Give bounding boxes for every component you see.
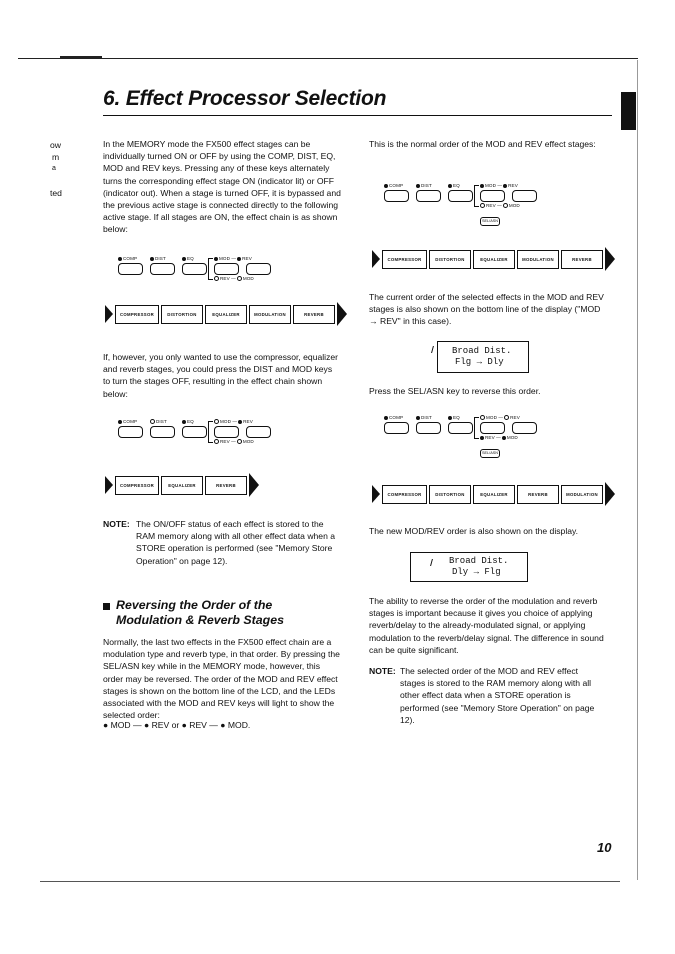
rev-key[interactable]	[512, 190, 537, 202]
mod-led-label: MOD	[486, 415, 498, 420]
chain-stage: EQUALIZER	[161, 476, 203, 495]
dist-key[interactable]	[416, 190, 441, 202]
press-selasn-paragraph: Press the SEL/ASN key to reverse this order.	[369, 386, 541, 396]
dist-led-label: DIST	[155, 256, 166, 261]
chain-stage: MODULATION	[561, 485, 603, 504]
chain-output-arrow-icon	[605, 482, 615, 506]
mod-led-label: MOD	[219, 256, 231, 261]
top-rule-accent	[60, 56, 102, 58]
mod-key[interactable]	[480, 422, 505, 434]
dist-key[interactable]	[416, 422, 441, 434]
dist-led-label: DIST	[421, 415, 432, 420]
note-text: The ON/OFF status of each effect is stored to the RAM memory along with all other effect data when a STORE operation is performed (see "Memory Store Operation" on page 12).	[136, 519, 336, 566]
chain-stage: DISTORTION	[429, 485, 471, 504]
mod-led-label: MOD	[220, 419, 232, 424]
note-text: The selected order of the MOD and REV effect stages is stored to the RAM memory along with all other effect data when a STORE operation is performed (see "Memory Store Operation" on page 12).	[400, 666, 595, 725]
chain-input-arrow-icon	[105, 476, 113, 494]
lcd-cursor-icon	[431, 346, 434, 353]
rev-led-label: REV	[510, 415, 520, 420]
comp-led-label: COMP	[123, 256, 138, 261]
section-bullet-icon	[103, 603, 110, 610]
mod-led-label: MOD	[242, 439, 254, 444]
rev-led-label: REV	[242, 256, 252, 261]
chain-output-arrow-icon	[337, 302, 347, 326]
mod-led-label: MOD	[485, 183, 497, 188]
comp-key[interactable]	[384, 422, 409, 434]
chain-stage: REVERB	[561, 250, 603, 269]
comp-key[interactable]	[384, 190, 409, 202]
lcd-line-1: Broad Dist.	[449, 556, 509, 566]
comp-key[interactable]	[118, 426, 143, 438]
effect-chain-partial	[105, 473, 259, 497]
mod-led-label: MOD	[508, 203, 520, 208]
chain-stage: COMPRESSOR	[115, 476, 159, 495]
current-order-paragraph: The current order of the selected effects in the MOD and REV stages is also shown on the bottom line of the display ("MOD → REV" in this case).	[369, 292, 604, 327]
lcd-display-reversed	[410, 552, 528, 582]
key-panel-all-on: COMP DIST EQ MOD — REV REV — MOD	[118, 256, 278, 290]
led-bracket	[474, 185, 479, 207]
rev-led-label: REV	[485, 435, 495, 440]
eq-key[interactable]	[448, 190, 473, 202]
note-label: NOTE:	[103, 519, 130, 529]
chain-stage: DISTORTION	[161, 305, 203, 324]
chain-stage: REVERB	[293, 305, 335, 324]
lcd-cursor-icon	[430, 559, 433, 566]
eq-led-label: EQ	[453, 415, 460, 420]
chain-stage: REVERB	[517, 485, 559, 504]
margin-fragment: ow	[50, 140, 61, 150]
chain-stage: COMPRESSOR	[382, 250, 427, 269]
rev-led-label: REV	[220, 276, 230, 281]
lcd-line-2: Dly → Flg	[452, 567, 501, 577]
margin-fragment: m	[52, 152, 60, 162]
eq-key[interactable]	[448, 422, 473, 434]
partial-chain-paragraph: If, however, you only wanted to use the compressor, equalizer and reverb stages, you could press the DIST and MOD keys to turn the stages OFF, resulting in the effect chain shown below:	[103, 352, 339, 399]
lcd-line-2: Flg → Dly	[455, 357, 504, 367]
chain-stage: EQUALIZER	[473, 250, 515, 269]
section-heading-line-2: Modulation & Reverb Stages	[116, 613, 284, 627]
note-label: NOTE:	[369, 666, 396, 676]
margin-fragment: ted	[50, 188, 62, 198]
rev-key[interactable]	[512, 422, 537, 434]
sel-asn-key[interactable]: SEL/ASN	[480, 217, 500, 226]
margin-fragment: a	[52, 165, 56, 172]
chain-stage: REVERB	[205, 476, 247, 495]
rev-key[interactable]	[246, 426, 271, 438]
section-heading-line-1: Reversing the Order of the	[116, 598, 273, 612]
eq-key[interactable]	[182, 426, 207, 438]
led-order-line: ● MOD — ● REV or ● REV — ● MOD.	[103, 720, 251, 730]
rev-led-label: REV	[220, 439, 230, 444]
led-bracket	[474, 417, 479, 439]
lcd-display-normal	[437, 341, 529, 373]
key-panel-reversed-order: COMP DIST EQ MOD — REV REV — MOD SEL/ASN	[384, 415, 544, 463]
top-rule	[18, 58, 638, 59]
sel-asn-key[interactable]: SEL/ASN	[480, 449, 500, 458]
page-title: 6. Effect Processor Selection	[103, 87, 387, 110]
dist-led-label: DIST	[156, 419, 167, 424]
eq-led-label: EQ	[187, 256, 194, 261]
chain-input-arrow-icon	[372, 250, 380, 268]
title-rule	[103, 115, 612, 116]
reverse-order-paragraph: Normally, the last two effects in the FX500 effect chain are a modulation type and reverb type, in that order. By pressing the SEL/ASN key while in the MEMORY mode, however, this order may be reversed. The order of the MOD and REV effect stages is shown on the bottom line of the LCD, and the LEDs associated with the MOD and REV keys will light to show the selected order:	[103, 637, 340, 721]
chain-stage: EQUALIZER	[473, 485, 515, 504]
rev-led-label: REV	[486, 203, 496, 208]
rev-led-label: REV	[508, 183, 518, 188]
chain-stage: COMPRESSOR	[382, 485, 427, 504]
mod-led-label: MOD	[242, 276, 254, 281]
lcd-line-1: Broad Dist.	[452, 346, 512, 356]
chain-stage: COMPRESSOR	[115, 305, 159, 324]
eq-key[interactable]	[182, 263, 207, 275]
chain-input-arrow-icon	[372, 485, 380, 503]
mod-key[interactable]	[214, 426, 239, 438]
comp-led-label: COMP	[389, 415, 404, 420]
mod-key[interactable]	[480, 190, 505, 202]
dist-led-label: DIST	[421, 183, 432, 188]
new-order-paragraph: The new MOD/REV order is also shown on the display.	[369, 526, 579, 536]
led-bracket	[208, 258, 213, 280]
importance-paragraph: The ability to reverse the order of the modulation and reverb stages is important because it gives you choice of applying reverb/delay to the already-modulated signal, or applying modulation to the reverb/delay signal. The difference in sound can be quite significant.	[369, 596, 604, 655]
chain-output-arrow-icon	[249, 473, 259, 497]
effect-chain-reversed	[372, 482, 615, 506]
chain-stage: DISTORTION	[429, 250, 471, 269]
eq-led-label: EQ	[187, 419, 194, 424]
rev-led-label: REV	[243, 419, 253, 424]
chain-stage: MODULATION	[517, 250, 559, 269]
comp-led-label: COMP	[123, 419, 138, 424]
chain-stage: EQUALIZER	[205, 305, 247, 324]
mod-key[interactable]	[214, 263, 239, 275]
eq-led-label: EQ	[453, 183, 460, 188]
key-panel-partial: COMP DIST EQ MOD — REV REV — MOD	[118, 419, 278, 453]
chain-output-arrow-icon	[605, 247, 615, 271]
dist-key[interactable]	[150, 426, 175, 438]
key-panel-normal-order: COMP DIST EQ MOD — REV REV — MOD SEL/ASN	[384, 183, 544, 231]
led-bracket	[208, 421, 213, 443]
bottom-rule	[40, 881, 620, 882]
comp-led-label: COMP	[389, 183, 404, 188]
normal-order-paragraph: This is the normal order of the MOD and REV effect stages:	[369, 139, 596, 149]
intro-paragraph: In the MEMORY mode the FX500 effect stages can be individually turned ON or OFF by using the COMP, DIST, EQ, MOD and REV keys. Pressing any of these keys alternately turns the corresponding effect stage ON (indicator lit) or OFF (indicator out). When a stage is turned OFF, it is bypassed and the previous active stage is connected directly to the following active stage. If all stages are ON, the effect chain is as shown below:	[103, 139, 341, 235]
mod-led-label: MOD	[506, 435, 518, 440]
rev-key[interactable]	[246, 263, 271, 275]
chain-input-arrow-icon	[105, 305, 113, 323]
dist-key[interactable]	[150, 263, 175, 275]
right-edge-rule	[637, 60, 638, 880]
effect-chain-normal	[372, 247, 615, 271]
comp-key[interactable]	[118, 263, 143, 275]
effect-chain-all	[105, 302, 347, 326]
page-number: 10	[597, 840, 612, 855]
section-tab-marker	[621, 92, 636, 130]
chain-stage: MODULATION	[249, 305, 291, 324]
